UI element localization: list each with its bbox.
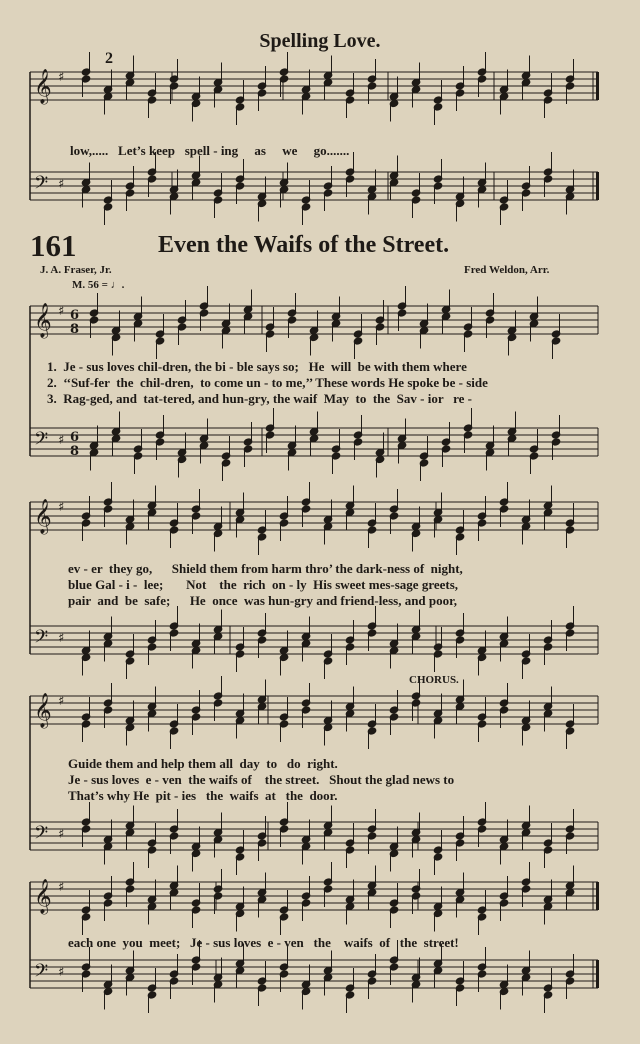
top-piece-lyrics: low,..... Let’s keep spell - ing as we go....... bbox=[70, 143, 350, 158]
time-signature-bottom: 8 bbox=[70, 444, 80, 459]
time-signature-top: 6 bbox=[70, 430, 80, 445]
verse1-line3: Guide them and help them all day to do right. bbox=[68, 756, 338, 771]
hymn-number: 161 bbox=[30, 228, 77, 263]
sharp-icon: ♯ bbox=[58, 880, 65, 895]
hymn-title: Even the Waifs of the Street. bbox=[158, 232, 450, 258]
bass-clef-icon: 𝄢 bbox=[34, 627, 49, 652]
treble-clef-icon: 𝄞 bbox=[34, 693, 52, 728]
sharp-icon: ♯ bbox=[58, 304, 65, 319]
top-piece-title: Spelling Love. bbox=[259, 30, 381, 52]
verse2-line2: blue Gal - i - lee; Not the rich on - ly His sweet mes-sage greets, bbox=[68, 577, 459, 592]
sharp-icon: ♯ bbox=[58, 965, 65, 980]
bass-clef-icon: 𝄢 bbox=[34, 173, 49, 198]
sharp-icon: ♯ bbox=[58, 70, 65, 85]
measure-number: 2 bbox=[105, 50, 113, 67]
treble-clef-icon: 𝄞 bbox=[34, 499, 52, 534]
bass-clef-icon: 𝄢 bbox=[34, 961, 49, 986]
treble-clef-icon: 𝄞 bbox=[34, 303, 52, 338]
final-barline-thick bbox=[596, 72, 599, 100]
sharp-icon: ♯ bbox=[58, 631, 65, 646]
bass-clef-icon: 𝄢 bbox=[34, 823, 49, 848]
verse3-line1: 3. Rag-ged, and tat-tered, and hun-gry, the waif May to the Sav - ior re - bbox=[47, 391, 473, 406]
final-barline-thick bbox=[596, 882, 599, 910]
tempo-marking: M. 56 = ♩. bbox=[72, 279, 125, 291]
time-signature-top: 6 bbox=[70, 308, 80, 323]
treble-clef-icon: 𝄞 bbox=[34, 69, 52, 104]
verse2-line1: 2. ‘‘Suf-fer the chil-dren, to come un - to me,’’ These words He spoke be - side bbox=[47, 375, 488, 390]
chorus-line2: each one you meet; Je - sus loves e - ven the waifs of the street! bbox=[68, 935, 459, 950]
verse1-line2: ev - er they go, Shield them from harm thro’ the dark-ness of night, bbox=[68, 561, 463, 576]
verse1-line1: 1. Je - sus loves chil-dren, the bi - ble says so; He will be with them where bbox=[47, 359, 467, 374]
verse3-line3: That’s why He pit - ies the waifs at the door. bbox=[68, 788, 338, 803]
chorus-line1: Je - sus loves e - ven the waifs of the street. Shout the glad news to bbox=[68, 772, 455, 787]
sharp-icon: ♯ bbox=[58, 433, 65, 448]
music-credit: Fred Weldon, Arr. bbox=[464, 264, 550, 276]
bass-clef-icon: 𝄢 bbox=[34, 429, 49, 454]
treble-clef-icon: 𝄞 bbox=[34, 879, 52, 914]
sharp-icon: ♯ bbox=[58, 694, 65, 709]
sharp-icon: ♯ bbox=[58, 500, 65, 515]
sharp-icon: ♯ bbox=[58, 827, 65, 842]
time-signature-bottom: 8 bbox=[70, 322, 80, 337]
verse3-line2: pair and be safe; He once was hun-gry and friend-less, and poor, bbox=[68, 593, 457, 608]
words-credit: J. A. Fraser, Jr. bbox=[40, 264, 112, 276]
sharp-icon: ♯ bbox=[58, 177, 65, 192]
chorus-label: CHORUS. bbox=[409, 674, 459, 686]
final-barline-thick bbox=[596, 960, 599, 988]
final-barline-thick bbox=[596, 172, 599, 200]
